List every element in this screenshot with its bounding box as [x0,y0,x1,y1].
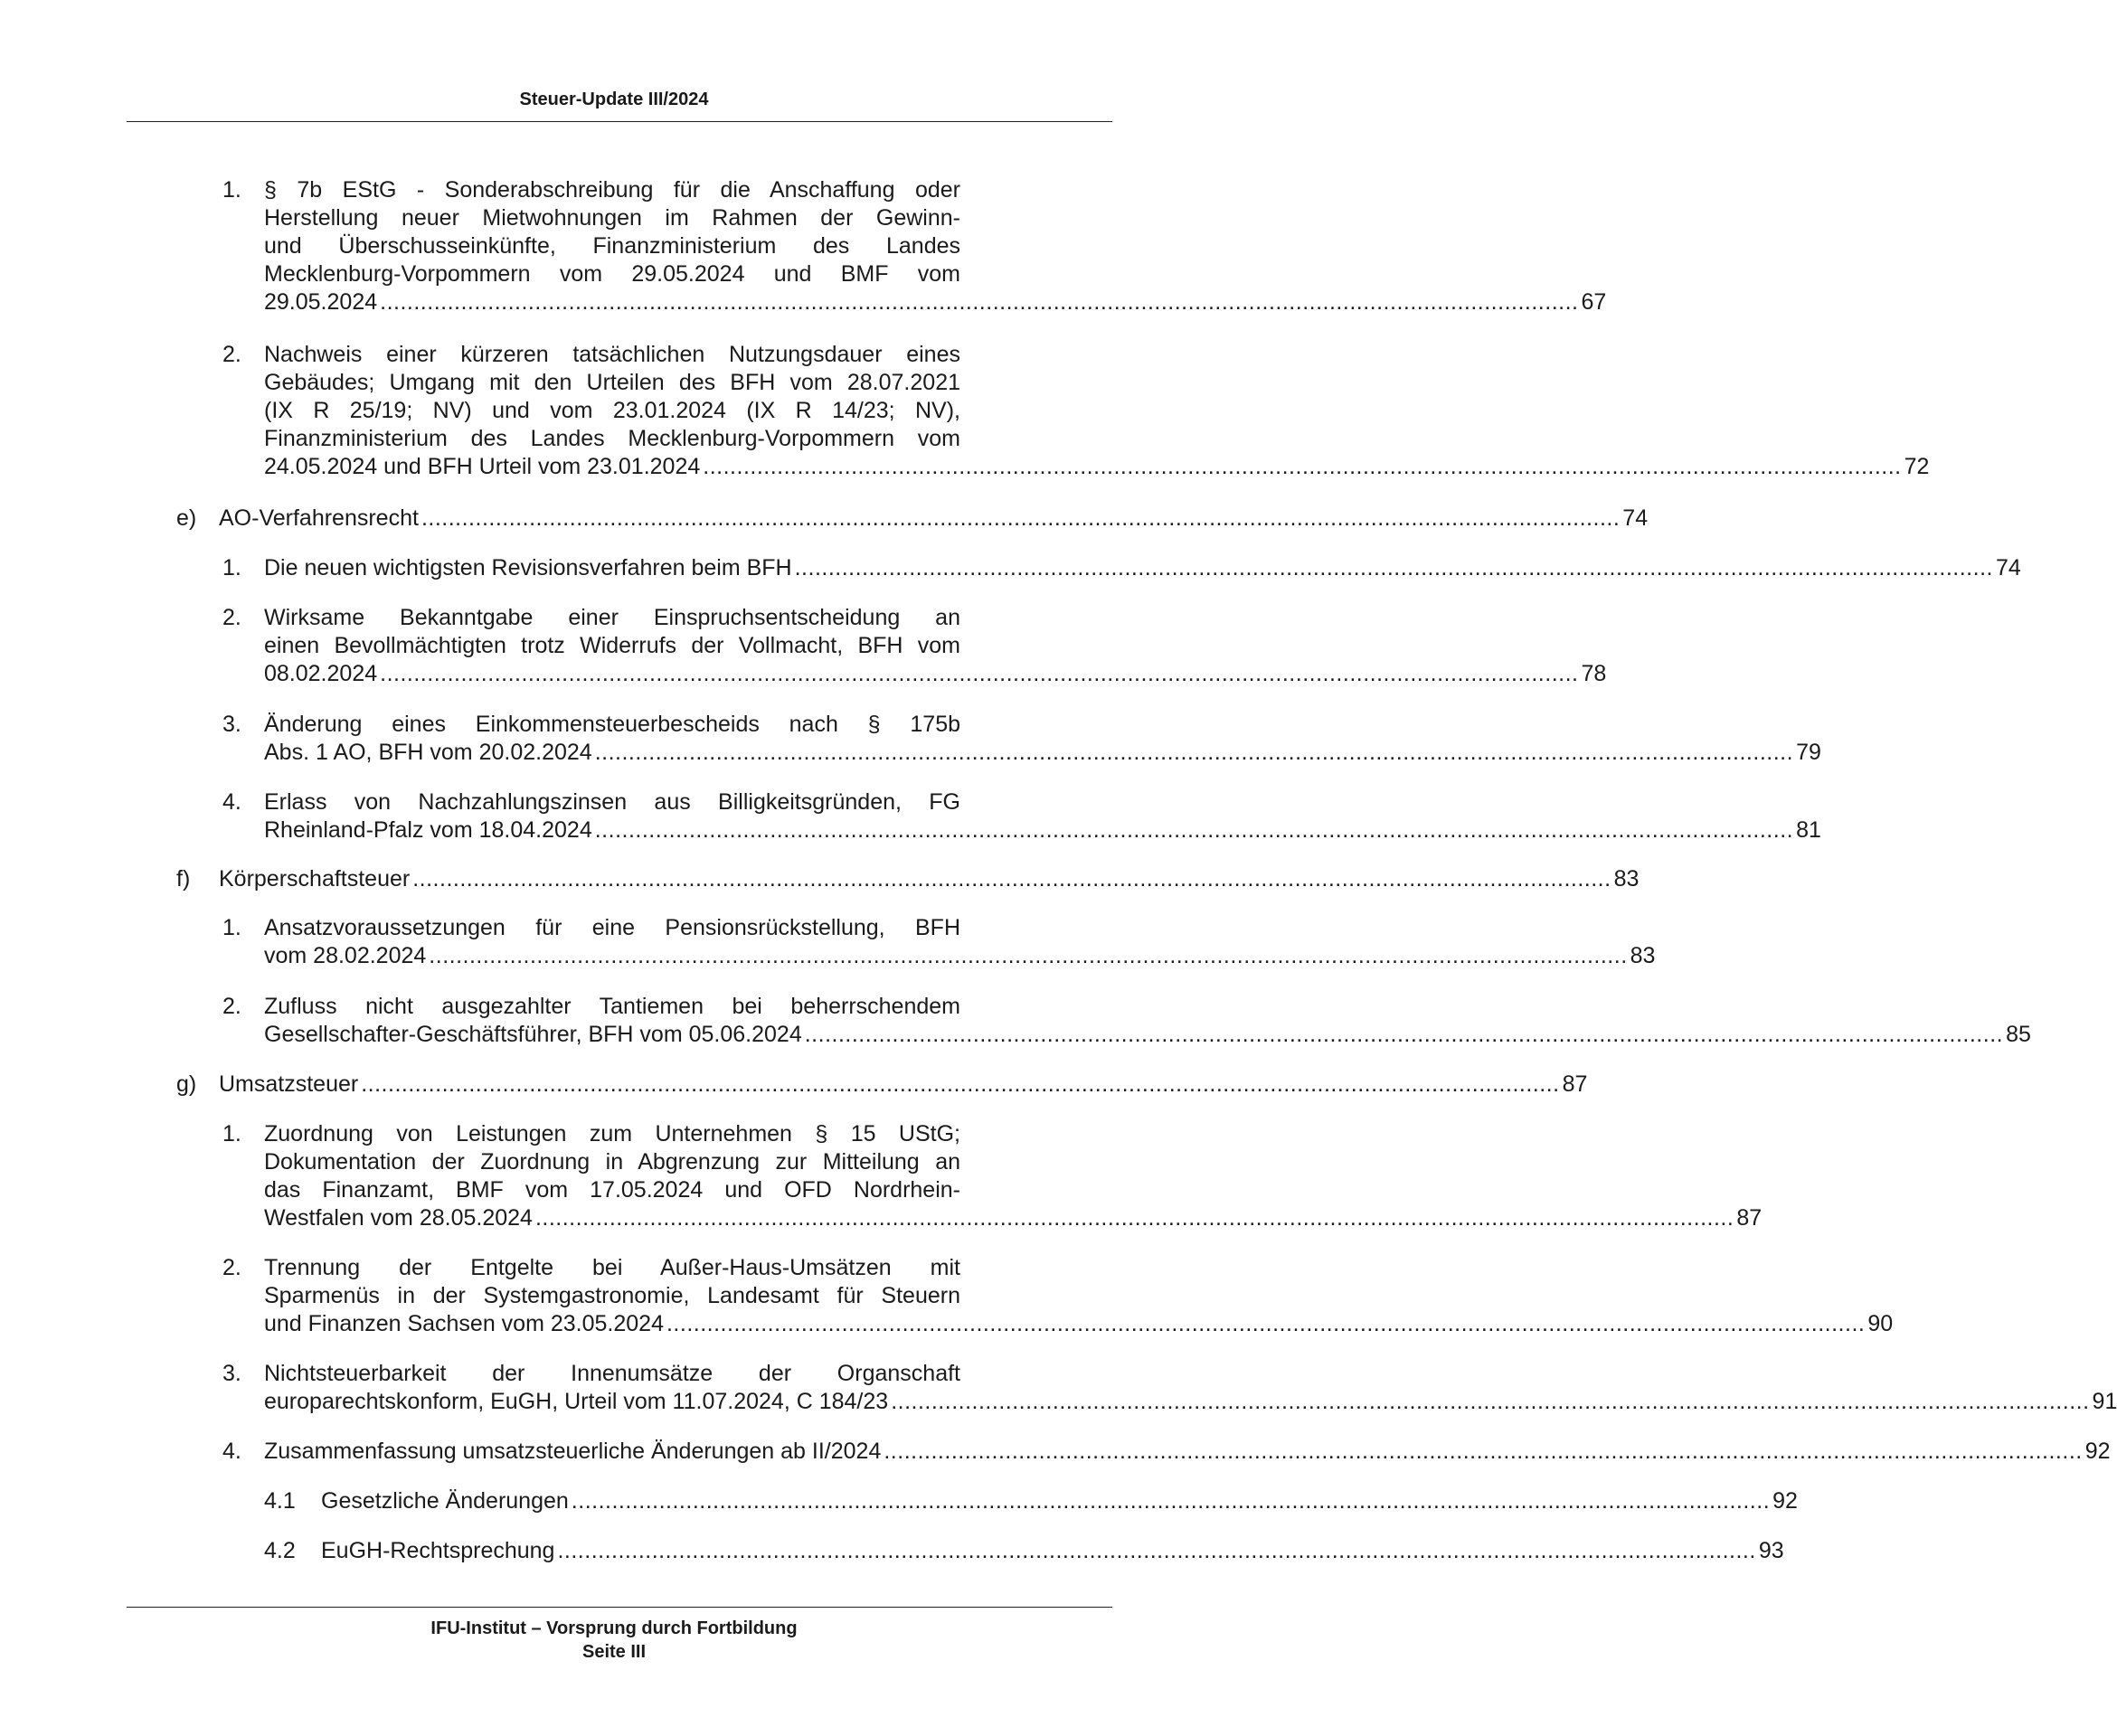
dot-leader: .................................................................................................................................................................................. [412,866,1611,892]
toc-number: 3. [222,712,241,737]
dot-leader: .................................................................................................................................................................................. [380,289,1579,315]
toc-page-number: 91 [2092,1389,2117,1414]
toc-leader-line [219,505,1649,533]
dot-leader: .................................................................................................................................................................................. [703,454,1902,479]
toc-text-last: Umsatzsteuer [219,1071,359,1097]
toc-page-number: 72 [1904,454,1930,479]
dot-leader: .................................................................................................................................................................................. [804,1022,2004,1047]
toc-leader-line [264,1021,2031,1049]
toc-number: 1. [222,915,241,940]
toc-text-line: und Überschusseinkünfte, Finanzministerium des Landes [264,233,960,259]
header-rule [127,121,1112,122]
dot-leader: .................................................................................................................................................................................. [557,1538,1756,1563]
toc-leader-line [264,1388,2117,1416]
toc-number: 4.2 [264,1538,296,1563]
toc-number: 4.1 [264,1488,296,1514]
toc-text-line: (IX R 25/19; NV) und vom 23.01.2024 (IX R 14/23; NV), [264,398,960,423]
dot-leader: .................................................................................................................................................................................. [594,817,1794,843]
toc-leader-line [264,1204,1763,1232]
toc-number: 3. [222,1361,241,1386]
toc-text-line: Ansatzvoraussetzungen für eine Pensionsrückstellung, BFH [264,915,960,940]
toc-page-number: 79 [1796,740,1821,765]
toc-text-last: und Finanzen Sachsen vom 23.05.2024 [264,1311,664,1336]
toc-text-line: Trennung der Entgelte bei Außer-Haus-Umsätzen mit [264,1255,960,1280]
toc-page-number: 92 [1772,1488,1798,1514]
toc-text-line: Mecklenburg-Vorpommern vom 29.05.2024 und BMF vom [264,261,960,287]
dot-leader: .................................................................................................................................................................................. [421,505,1621,531]
toc-page-number: 85 [2006,1022,2031,1047]
toc-text-line: das Finanzamt, BMF vom 17.05.2024 und OFD Nordrhein- [264,1177,960,1203]
toc-number: 1. [222,1121,241,1146]
toc-text-line: Erlass von Nachzahlungszinsen aus Billigkeitsgründen, FG [264,789,960,815]
toc-number: 2. [222,1255,241,1280]
toc-text-last: 29.05.2024 [264,289,378,315]
toc-text-last: 24.05.2024 und BFH Urteil vom 23.01.2024 [264,454,701,479]
toc-leader-line [264,739,1821,767]
toc-page-number: 74 [1622,505,1649,531]
dot-leader: .................................................................................................................................................................................. [794,555,1993,580]
toc-text-last: Westfalen vom 28.05.2024 [264,1205,533,1231]
toc-number: 2. [222,994,241,1019]
toc-number: 2. [222,605,241,630]
toc-text-last: AO-Verfahrensrecht [219,505,419,531]
toc-text-line: Änderung eines Einkommensteuerbescheids nach § 175b [264,712,960,737]
toc-text-last: Die neuen wichtigsten Revisionsverfahren beim BFH [264,555,792,580]
toc-text-last: Abs. 1 AO, BFH vom 20.02.2024 [264,740,592,765]
toc-section-letter: g) [176,1071,197,1097]
toc-number: 1. [222,555,241,580]
dot-leader: .................................................................................................................................................................................. [361,1071,1560,1097]
toc-page-number: 83 [1613,866,1640,892]
toc-text-line: Dokumentation der Zuordnung in Abgrenzung zur Mitteilung an [264,1149,960,1175]
toc-text-last: EuGH-Rechtsprechung [321,1538,555,1563]
dot-leader: .................................................................................................................................................................................. [594,740,1794,765]
dot-leader: .................................................................................................................................................................................. [884,1439,2083,1464]
toc-text-line: einen Bevollmächtigten trotz Widerrufs der Vollmacht, BFH vom [264,633,960,658]
page-header-title: Steuer-Update III/2024 [519,90,709,109]
toc-section-letter: f) [176,866,191,892]
toc-page-number: 92 [2084,1439,2111,1464]
dot-leader: .................................................................................................................................................................................. [571,1488,1771,1514]
toc-number: 2. [222,342,241,367]
footer-page-label: Seite III [581,1642,647,1662]
toc-text-last: Körperschaftsteuer [219,866,411,892]
toc-leader-line [321,1537,1784,1565]
footer-rule [127,1607,1112,1608]
toc-leader-line [264,1438,2111,1466]
toc-text-line: Wirksame Bekanntgabe einer Einspruchsentscheidung an [264,605,960,630]
toc-page-number: 87 [1736,1205,1763,1231]
toc-text-line: Finanzministerium des Landes Mecklenburg-Vorpommern vom [264,426,960,451]
footer-institute: IFU-Institut – Vorsprung durch Fortbildung [430,1618,798,1638]
toc-page-number: 78 [1581,661,1607,686]
toc-text-line: Zuordnung von Leistungen zum Unternehmen § 15 UStG; [264,1121,960,1146]
toc-text-line: Nachweis einer kürzeren tatsächlichen Nutzungsdauer eines [264,342,960,367]
toc-leader-line [219,1071,1588,1099]
toc-leader-line [264,453,1930,481]
toc-text-line: Zufluss nicht ausgezahlter Tantiemen bei beherrschendem [264,994,960,1019]
toc-text-line: § 7b EStG - Sonderabschreibung für die Anschaffung oder [264,177,960,203]
toc-text-line: Gebäudes; Umgang mit den Urteilen des BFH vom 28.07.2021 [264,370,960,395]
toc-text-last: Zusammenfassung umsatzsteuerliche Änderungen ab II/2024 [264,1439,882,1464]
toc-text-line: Nichtsteuerbarkeit der Innenumsätze der Organschaft [264,1361,960,1386]
dot-leader: .................................................................................................................................................................................. [534,1205,1734,1231]
toc-page-number: 87 [1562,1071,1588,1097]
toc-page-number: 83 [1630,943,1656,968]
toc-leader-line [264,554,2021,582]
dot-leader: .................................................................................................................................................................................. [891,1389,2090,1414]
toc-text-last: vom 28.02.2024 [264,943,427,968]
toc-leader-line [264,1310,1894,1338]
toc-text-line: Herstellung neuer Mietwohnungen im Rahmen der Gewinn- [264,205,960,231]
toc-page-number: 93 [1758,1538,1784,1563]
toc-leader-line [219,865,1640,893]
toc-text-last: europarechtskonform, EuGH, Urteil vom 11.07.2024, C 184/23 [264,1389,889,1414]
dot-leader: .................................................................................................................................................................................. [380,661,1579,686]
toc-number: 1. [222,177,241,203]
toc-number: 4. [222,789,241,815]
toc-leader-line [264,942,1656,970]
dot-leader: .................................................................................................................................................................................. [666,1311,1866,1336]
toc-leader-line [264,660,1607,688]
toc-leader-line [321,1487,1798,1515]
toc-text-last: 08.02.2024 [264,661,378,686]
toc-page-number: 81 [1796,817,1821,843]
toc-leader-line [264,816,1821,844]
toc-page-number: 90 [1867,1311,1894,1336]
toc-text-last: Rheinland-Pfalz vom 18.04.2024 [264,817,592,843]
toc-text-last: Gesetzliche Änderungen [321,1488,569,1514]
toc-text-last: Gesellschafter-Geschäftsführer, BFH vom 05.06.2024 [264,1022,802,1047]
toc-page-number: 67 [1581,289,1607,315]
toc-section-letter: e) [176,505,197,531]
dot-leader: .................................................................................................................................................................................. [429,943,1628,968]
toc-text-line: Sparmenüs in der Systemgastronomie, Landesamt für Steuern [264,1283,960,1308]
toc-number: 4. [222,1439,241,1464]
toc-leader-line [264,288,1607,316]
toc-page-number: 74 [1995,555,2021,580]
